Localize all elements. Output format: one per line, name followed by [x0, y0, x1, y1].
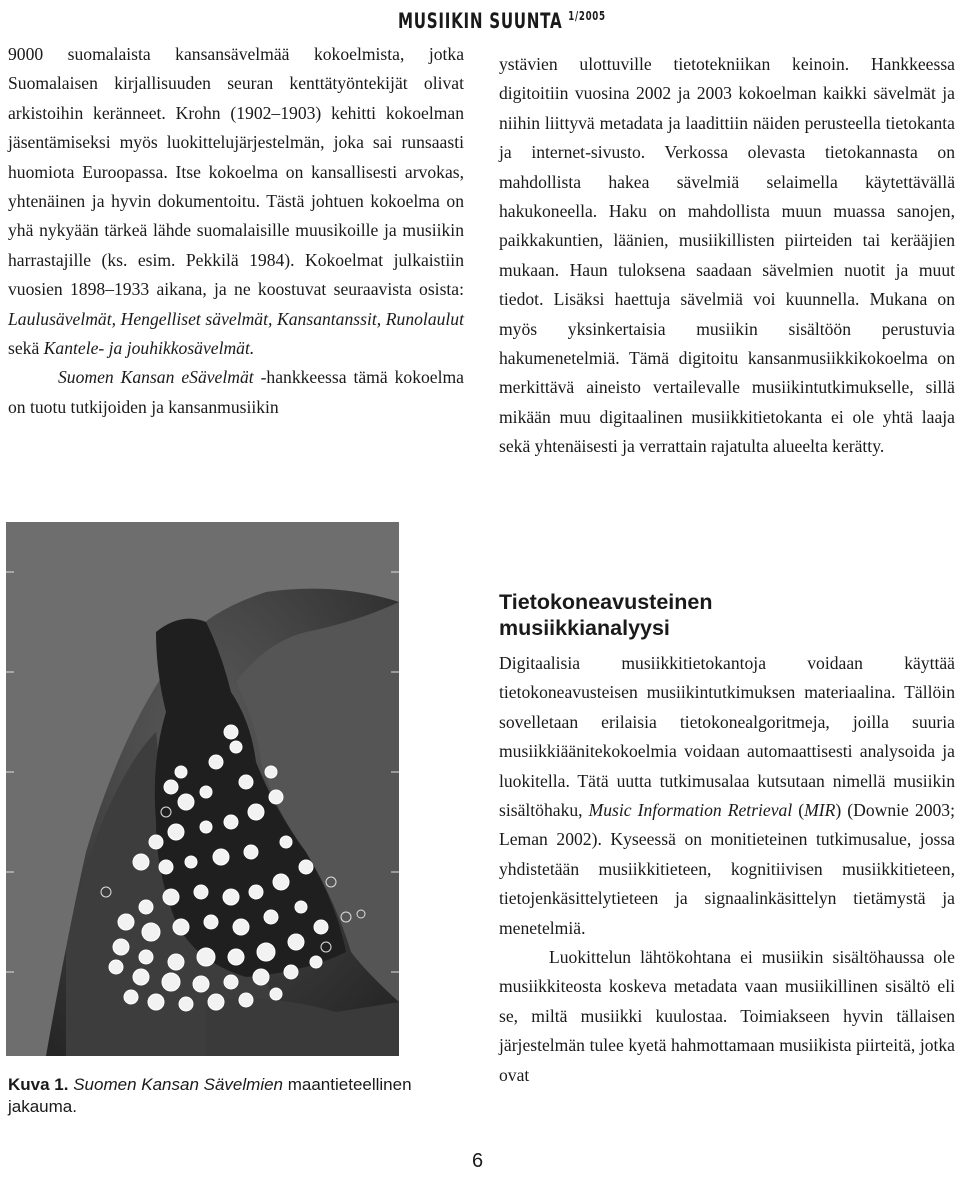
- section-paragraph-2: Luokittelun lähtökohtana ei musiikin sisältöhaussa ole musiikkiteosta koskeva metadata vaan musiikillinen sisältö eli se, miltä musiikki kuulostaa. Toimiakseen hyvin tällaisen järjestelmän tulee kyetä hahmottamaan musiikista piirteitä, jotka ovat: [499, 947, 955, 1085]
- masthead: [398, 4, 606, 33]
- sea-area-gulf: [206, 999, 399, 1056]
- left-column: [8, 40, 464, 422]
- mir-abbrev-italic: MIR: [804, 800, 836, 821]
- page-number: 6: [472, 1150, 484, 1172]
- magazine-title: MUSIIKIN SUUNTA: [398, 9, 563, 33]
- collection-parts-italic-2: Kantele- ja jouhikkosävelmät.: [43, 338, 255, 359]
- parts-connector: sekä: [8, 338, 44, 359]
- mir-term-italic: Music Information Retrieval: [588, 800, 793, 821]
- map-image: [6, 522, 399, 1056]
- right-top-paragraph: ystävien ulottuville tietotekniikan keinoin. Hankkeessa digitoitiin vuosina 2002 ja 2003 kokoelman kaikki sävelmät ja niihin liittyvä metadata ja laadittiin näiden perusteella tietokanta ja internet-sivusto. Verkossa olevasta tietokannasta on mahdollista hakea sävelmiä selaimella käytettävällä hakukoneella. Haku on mahdollista muun muassa sanojen, paikkakuntien, läänien, musiikillisten piirteiden tai kerääjien mukaan. Haun tuloksena saadaan sävelmien nuotit ja muut tiedot. Lisäksi haettuja sävelmiä voi kuunnella. Mukana on myös yksinkertaisia musiikin sisältöön perustuvia hakumenetelmiä. Tämä digitoitu kansanmusiikkikokoelma on merkittävä aineisto vertailevalle musiikintutkimukselle, sillä mikään muu digitaalinen musiikkitietokanta ei ole yhtä laaja sekä yhtenäisesti ja verrattain rajatulta alueelta kerätty.: [499, 54, 955, 457]
- left-paragraph-2: [8, 363, 464, 422]
- right-column-top: [499, 50, 955, 462]
- left-paragraph-1-text: 9000 suomalaista kansansävelmää kokoelmista, jotka Suomalaisen kirjallisuuden seuran kenttätyöntekijät olivat arkistoihin keränneet. Krohn (1902–1903) kehitti kokoelman jäsentämiseksi myös luokittelujärjestelmän, joka sai runsaasti huomiota Euroopassa. Itse kokoelma on kansallisesti arvokas, yhtenäinen ja hyvin dokumentoitu. Tästä johtuen kokoelma on yhä nykyään tärkeä lähde suomalaisille muusikoille ja musiikin harrastajille (ks. esim. Pekkilä 1984). Kokoelmat julkaistiin vuosien 1898–1933 aikana, ja ne koostuvat seuraavista osista:: [8, 44, 464, 300]
- section-heading: Tietokoneavusteinen musiikkianalyysi: [499, 590, 713, 640]
- right-column-bottom: [499, 649, 955, 1090]
- section-p1-text-c: ) (Downie 2003; Leman 2002). Kyseessä on monitieteinen tutkimusalue, jossa yhdistetään musiikkitieteen, kognitiivisen musiikkitieteen, tietojenkäsittelytieteen ja signaalinkäsittelyn tietämystä ja menetelmiä.: [499, 800, 955, 938]
- left-paragraph-1: [8, 40, 464, 363]
- figure-caption-text: maantieteellinen jakauma.: [8, 1075, 412, 1116]
- project-name-italic: Suomen Kansan eSävelmät: [58, 367, 254, 388]
- finland-distribution-map: [6, 522, 399, 1056]
- collection-parts-italic: Laulusävelmät, Hengelliset sävelmät, Kansantanssit, Runolaulut: [8, 308, 464, 329]
- issue-number: 1/2005: [568, 9, 606, 23]
- section-paragraph-1: [499, 649, 955, 943]
- section-p1-text-b: (: [792, 800, 805, 821]
- figure-caption-italic: Suomen Kansan Sävelmien: [73, 1075, 284, 1094]
- figure-label: Kuva 1.: [8, 1075, 69, 1094]
- section-p1-text-a: Digitaalisia musiikkitietokantoja voidaan käyttää tietokoneavusteisen musiikintutkimuksen materiaalina. Tällöin sovelletaan erilaisia tietokonealgoritmeja, joilla suuria musiikkiäänitekokoelmia voidaan automaattisesti analysoida ja luokitella. Tätä uutta tutkimusalaa kutsutaan nimellä musiikin sisältöhaku,: [499, 653, 955, 821]
- left-paragraph-2-text: -hankkeessa tämä kokoelma on tuotu tutkijoiden ja kansanmusiikin: [8, 367, 464, 417]
- figure-caption: [8, 1074, 478, 1118]
